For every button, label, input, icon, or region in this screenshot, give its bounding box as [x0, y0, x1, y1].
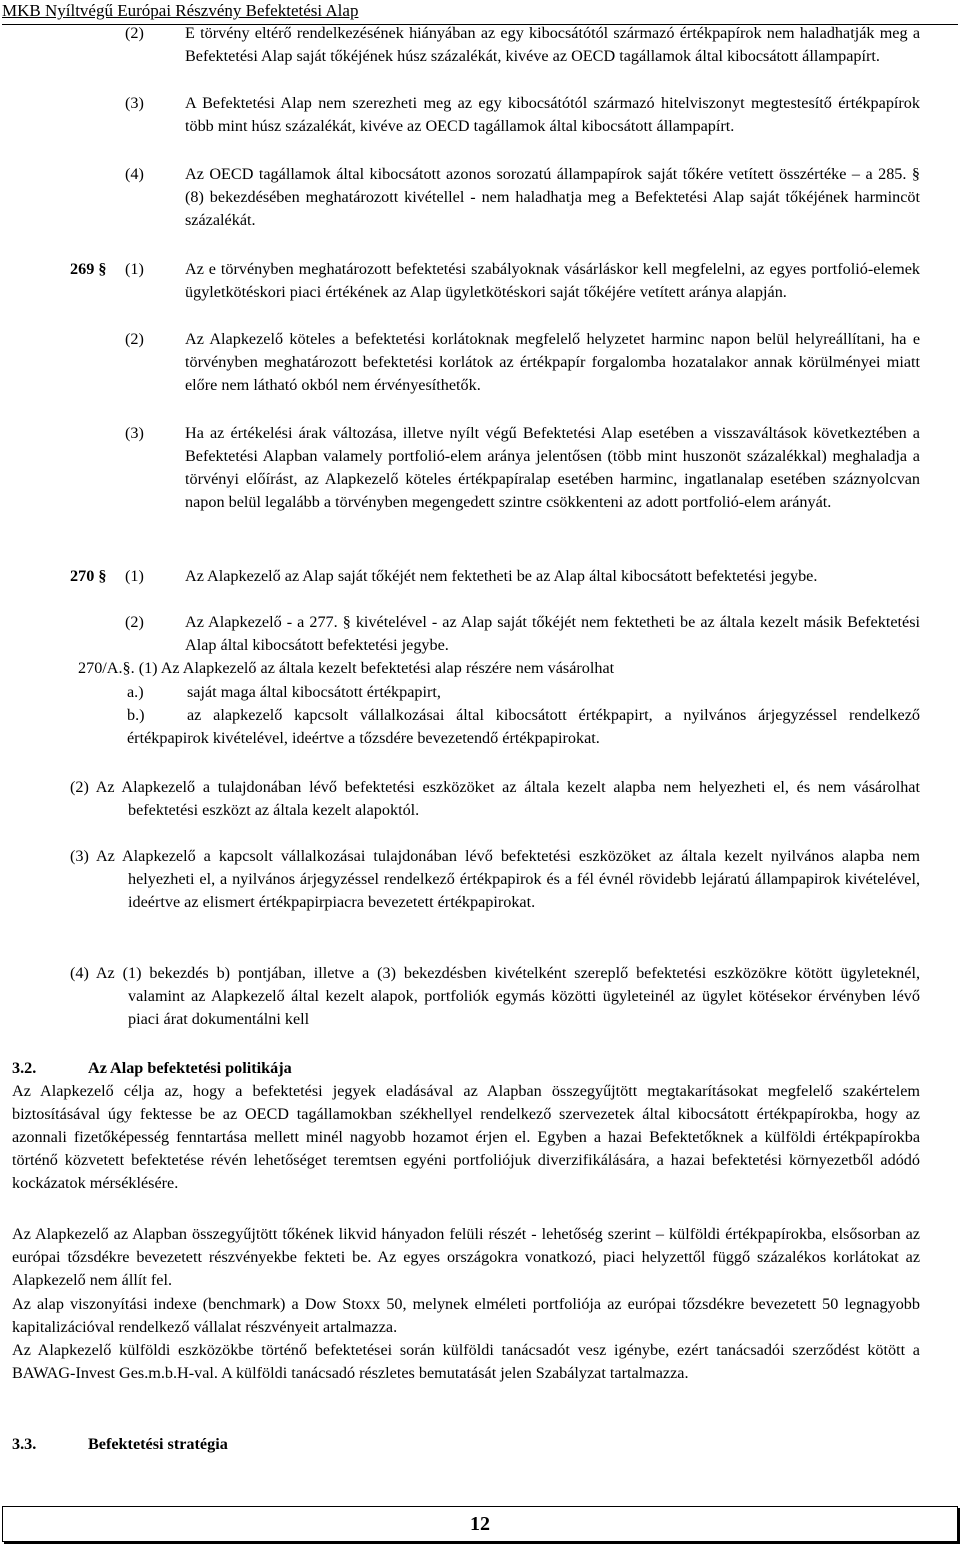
paragraph-text: Az Alapkezelő az Alap saját tőkéjét nem fektetheti be az Alap által kibocsátott befektetési jegybe. [185, 567, 818, 585]
list-item-text: az alapkezelő kapcsolt vállalkozásai által kibocsátott értékpapirt, a nyilvános árjegyzéssel rendelkező értékpapirok kivételével, ideértve a tőzsdére bevezetendő értékpapirokat. [127, 706, 920, 747]
paragraph-label: (3) [125, 424, 144, 442]
paragraph-text: A Befektetési Alap nem szerezheti meg az egy kibocsátótól származó hitelviszonyt megtestesítő értékpapírok több mint húsz százalékát, kivéve az OECD tagállamok által kibocsátott állampapírt. [185, 94, 920, 135]
section-number: 3.2. [12, 1059, 37, 1077]
paragraph-text: (2) Az Alapkezelő a tulajdonában lévő befektetési eszközöket az általa kezelt alapba nem helyezheti el, és nem vásárolhat befektetési eszközt az általa kezelt alapoktól. [70, 778, 920, 819]
paragraph-text: (4) Az (1) bekezdés b) pontjában, illetve a (3) bekezdésben kivételként szereplő befektetési eszközökre kötött ügyleteknél, valamint az Alapkezelő által kezelt alapok, portfoliók egymás közötti ügyleteinél az ügylet kötésekor érvényben lévő piaci árat dokumentálni kell [70, 964, 920, 1028]
paragraph-label: (1) [125, 567, 144, 585]
paragraph-text: Az e törvényben meghatározott befektetési szabályoknak vásárláskor kell megfelelni, az egyes portfolió-elemek ügyletkötéskori piaci értékének az Alap ügyletkötéskori saját tőkéjére vetített aránya alapján. [185, 260, 920, 301]
paragraph-label: (2) [125, 24, 144, 42]
paragraph-label: (2) [125, 330, 144, 348]
list-label: a.) [127, 683, 144, 701]
paragraph-text: Az Alapkezelő külföldi eszközökbe történő befektetései során külföldi tanácsadót vesz igénybe, ezért tanácsadói szerződést kötött a BAWAG-Invest Ges.m.b.H-val. A külföldi tanácsadó részletes bemutatását jelen Szabályzat tartalmazza. [12, 1341, 920, 1382]
paragraph-text: Az Alapkezelő - a 277. § kivételével - az Alap saját tőkéjét nem fektetheti be az általa kezelt másik Befektetési Alap által kibocsátott befektetési jegybe. [185, 613, 920, 654]
document-title: MKB Nyíltvégű Európai Részvény Befektetési Alap [2, 1, 359, 20]
section-title: Az Alap befektetési politikája [88, 1059, 292, 1077]
page-footer [2, 1506, 958, 1542]
paragraph-label: (1) [125, 260, 144, 278]
section-title: Befektetési stratégia [88, 1435, 228, 1453]
list-label: b.) [127, 706, 145, 724]
paragraph-text: Az Alapkezelő az Alapban összegyűjtött tőkének likvid hányadon felüli részét - lehetőség szerint – külföldi értékpapírokba, elsősorban az európai tőzsdékre bevezetett részvényekbe fekteti be. Az egyes országokra vonatkozó, piaci helyzettől függő százalékos korlátokat az Alapkezelő nem állít fel. [12, 1225, 920, 1289]
section-number: 270 § [70, 567, 107, 585]
page-number: 12 [470, 1513, 490, 1535]
section-number: 3.3. [12, 1435, 37, 1453]
list-item-text: saját maga által kibocsátott értékpapirt, [187, 683, 441, 701]
paragraph-text: Az Alapkezelő célja az, hogy a befektetési jegyek eladásával az Alapban összegyűjtött megtakarításokat megfelelő szakértelem biztosításával úgy fektesse be az OECD tagállamokban székhellyel rendelkező szervezetek által kibocsátott értékpapírokba, hogy az azonnali fizetőképesség fenntartása mellett minél nagyobb hozamot érjen el. Egyben a hazai Befektetőknek a külföldi értékpapírokba történő közvetett befektetése révén lehetőséget teremtsen egyéni portfoliójuk diverzifikálására, a hazai befektetési környezetből adódó kockázatok mérséklésére. [12, 1082, 920, 1192]
paragraph-text: E törvény eltérő rendelkezésének hiányában az egy kibocsátótól származó értékpapírok nem haladhatják meg a Befektetési Alap saját tőkéjének húsz százalékát, kivéve az OECD tagállamok által kibocsátott állampapírt. [185, 24, 920, 65]
paragraph-label: (2) [125, 613, 144, 631]
paragraph-text: (3) Az Alapkezelő a kapcsolt vállalkozásai tulajdonában lévő befektetési eszközöket az általa kezelt nyilvános alapba nem helyezheti el, a nyilvános árjegyzéssel rendelkező értékpapirok és a fél évnél rövidebb lejáratú állampapirok kivételével, ideértve az elismert értékpapirpiacra bevezetett értékpapirokat. [70, 847, 920, 911]
paragraph-text: 270/A.§. (1) Az Alapkezelő az általa kezelt befektetési alap részére nem vásárolhat [78, 659, 615, 677]
paragraph-label: (4) [125, 165, 144, 183]
paragraph-text: Az alap viszonyítási indexe (benchmark) a Dow Stoxx 50, melynek elméleti portfoliója az európai tőzsdékre bevezetett 50 legnagyobb kapitalizációval rendelkező vállalat részvényeit artalmazza. [12, 1295, 920, 1336]
paragraph-text: Az OECD tagállamok által kibocsátott azonos sorozatú állampapírok saját tőkére vetített összértéke – a 285. § (8) bekezdésében meghatározott kivétellel - nem haladhatja meg a Befektetési Alap saját tőkéjének harmincöt százalékát. [185, 165, 920, 229]
paragraph-text: Az Alapkezelő köteles a befektetési korlátoknak megfelelő helyzetet harminc napon belül helyreállítani, ha e törvényben meghatározott befektetési korlátok az értékpapír forgalomba hozatalakor annak körülményei miatt előre nem látható okból nem érvényesíthetők. [185, 330, 920, 394]
section-number: 269 § [70, 260, 107, 278]
paragraph-text: Ha az értékelési árak változása, illetve nyílt végű Befektetési Alap esetében a visszaváltások következtében a Befektetési Alapban valamely portfolió-elem aránya jelentősen (több mint huszonöt százalékkal) meghaladja a törvényi előírást, az Alapkezelő köteles értékpapíralap esetében harminc, ingatlanalap esetében száznyolcvan napon belül legalább a törvényben megengedett szintre csökkenteni az adott portfolió-elem arányát. [185, 424, 920, 511]
paragraph-label: (3) [125, 94, 144, 112]
